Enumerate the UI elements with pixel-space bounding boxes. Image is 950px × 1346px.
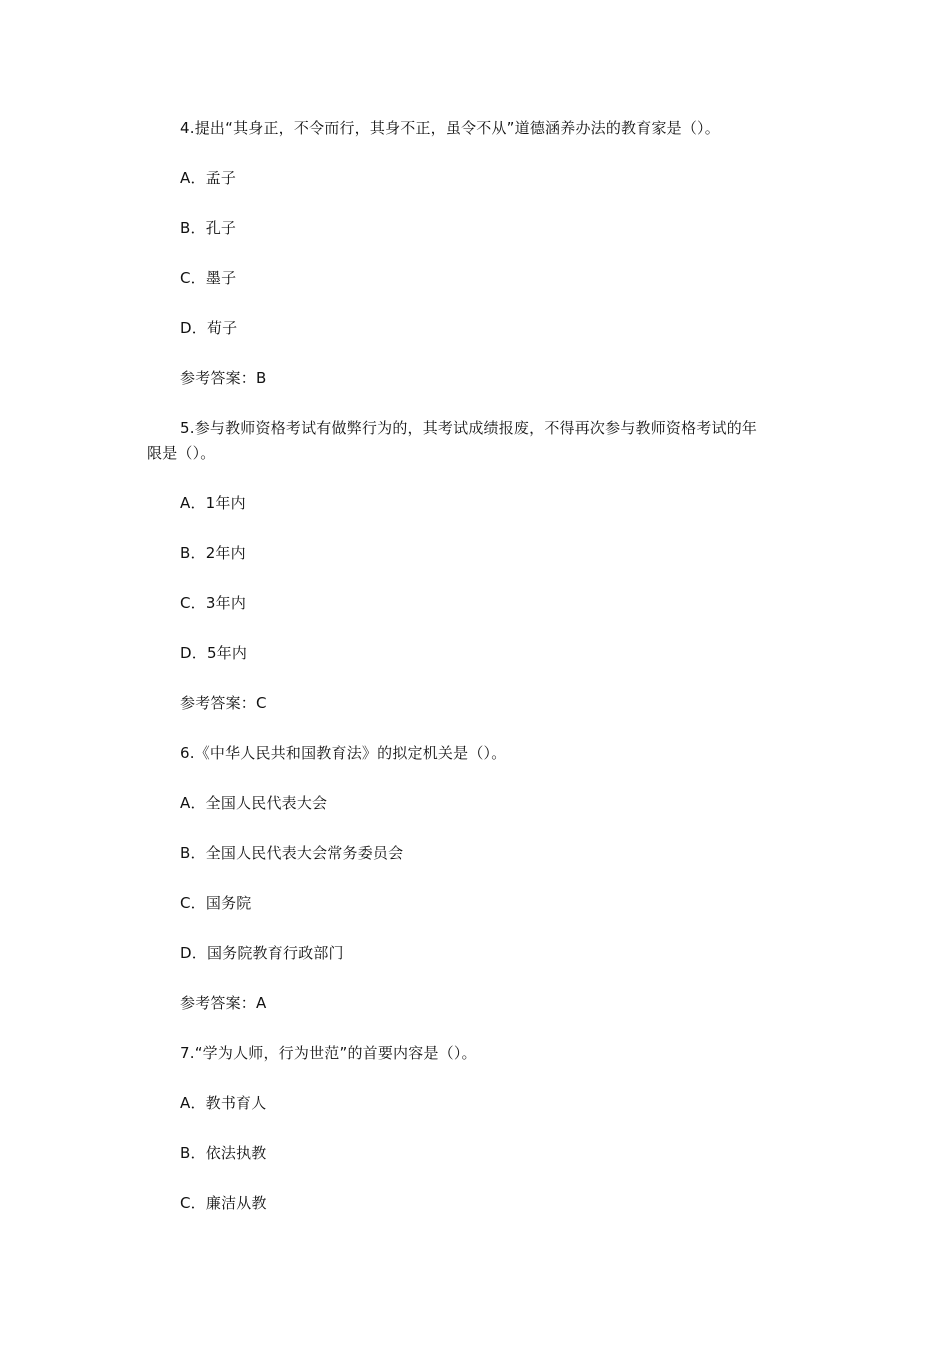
- question-7-option-b: B．依法执教: [180, 1144, 267, 1162]
- question-4-option-b: B．孔子: [180, 219, 237, 237]
- question-6-option-a: A．全国人民代表大会: [180, 794, 328, 812]
- question-7-text: 7.“学为人师，行为世范”的首要内容是（）。: [180, 1044, 477, 1062]
- question-5-option-b: B．2年内: [180, 544, 246, 562]
- question-7-option-c: C．廉洁从教: [180, 1194, 267, 1212]
- question-5-option-d: D．5年内: [180, 644, 248, 662]
- question-5-option-a: A．1年内: [180, 494, 246, 512]
- question-4-text: 4.提出“其身正，不令而行，其身不正，虽令不从”道德涵养办法的教育家是（）。: [180, 119, 720, 137]
- question-4-option-d: D．荀子: [180, 319, 238, 337]
- question-6-text: 6.《中华人民共和国教育法》的拟定机关是（）。: [180, 744, 507, 762]
- question-5-answer: 参考答案：C: [180, 694, 267, 712]
- question-6-option-d: D．国务院教育行政部门: [180, 944, 344, 962]
- question-4-option-c: C．墨子: [180, 269, 237, 287]
- question-7-option-a: A．教书育人: [180, 1094, 267, 1112]
- question-5-text-line2: 限是（）。: [147, 444, 216, 462]
- question-4-option-a: A．孟子: [180, 169, 237, 187]
- question-6-option-c: C．国务院: [180, 894, 252, 912]
- question-6-option-b: B．全国人民代表大会常务委员会: [180, 844, 404, 862]
- question-5-option-c: C．3年内: [180, 594, 247, 612]
- question-6-answer: 参考答案：A: [180, 994, 267, 1012]
- question-5-text-line1: 5.参与教师资格考试有做弊行为的，其考试成绩报废，不得再次参与教师资格考试的年: [180, 419, 758, 437]
- question-4-answer: 参考答案：B: [180, 369, 267, 387]
